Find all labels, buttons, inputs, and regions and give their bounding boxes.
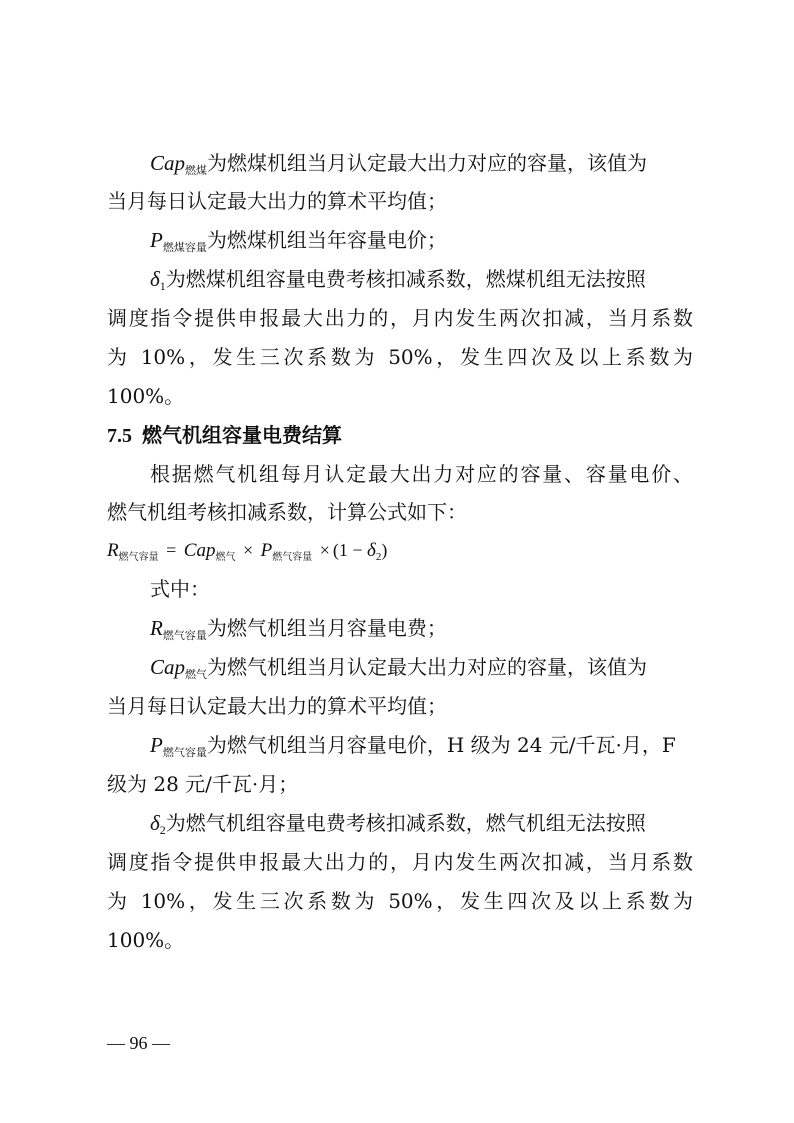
text-line: 调度指令提供申报最大出力的，月内发生两次扣减，当月系数 <box>107 306 693 330</box>
subscript-2: 2 <box>375 551 382 563</box>
text-line: 级为 28 元/千瓦·月； <box>107 772 299 796</box>
var-p: P <box>150 733 163 757</box>
paragraph-p-gas <box>150 732 693 766</box>
formula-close: ) <box>381 540 388 560</box>
text-line: 当月每日认定最大出力的算术平均值； <box>107 189 447 213</box>
equals-sign: = <box>166 540 177 560</box>
text-line: 燃气机组考核扣减系数，计算公式如下： <box>107 500 467 524</box>
text-line: 为燃气机组当月容量电价，H 级为 24 元/千瓦·月，F <box>206 733 676 757</box>
text-line: 为燃煤机组当月认定最大出力对应的容量，该值为 <box>207 151 648 175</box>
subscript-gas: 燃气 <box>185 668 208 681</box>
text-line: 根据燃气机组每月认定最大出力对应的容量、容量电价、 <box>150 462 693 486</box>
subscript-1: 1 <box>159 279 166 293</box>
text-line: 为燃气机组当月容量电费； <box>206 616 447 640</box>
times-sign: × <box>319 540 330 560</box>
text-line: 调度指令提供申报最大出力的，月内发生两次扣减，当月系数 <box>107 850 693 874</box>
text-line: 为 10%，发生三次系数为 50%，发生四次及以上系数为 <box>107 889 693 913</box>
subscript-gas-capacity: 燃气容量 <box>162 746 207 759</box>
subscript-gas-capacity: 燃气容量 <box>272 552 313 563</box>
subscript-gas-capacity: 燃气容量 <box>162 629 207 642</box>
var-r: R <box>107 540 119 561</box>
var-p: P <box>260 540 273 561</box>
section-title: 燃气机组容量电费结算 <box>142 423 342 447</box>
formula <box>107 537 387 571</box>
paragraph-delta2 <box>150 810 693 843</box>
paragraph-cap-coal <box>150 150 693 184</box>
text-line: 100%。 <box>107 928 185 952</box>
paragraph-cap-gas <box>150 654 693 688</box>
paragraph-delta1 <box>150 266 693 299</box>
times-sign: × <box>242 540 254 560</box>
paragraph-p-coal <box>150 227 693 261</box>
text-line: 为燃煤机组容量电费考核扣减系数，燃煤机组无法按照 <box>165 267 646 291</box>
var-cap: Cap <box>150 151 186 175</box>
var-delta: δ <box>367 540 376 561</box>
section-number: 7.5 <box>107 425 132 447</box>
var-delta: δ <box>150 267 160 291</box>
var-cap: Cap <box>150 655 186 679</box>
subscript-coal-capacity: 燃煤容量 <box>162 241 207 254</box>
text-line: 当月每日认定最大出力的算术平均值； <box>107 694 447 718</box>
var-cap: Cap <box>183 540 216 561</box>
section-heading <box>107 422 693 449</box>
var-p: P <box>150 228 163 252</box>
page-number: — 96 — <box>107 1033 170 1053</box>
text-line: 为燃气机组当月认定最大出力对应的容量，该值为 <box>207 655 648 679</box>
subscript-coal: 燃煤 <box>185 164 208 177</box>
text-line: 为 10%，发生三次系数为 50%，发生四次及以上系数为 <box>107 345 693 369</box>
subscript-gas: 燃气 <box>215 552 236 563</box>
subscript-2: 2 <box>159 823 166 837</box>
subscript-gas-capacity: 燃气容量 <box>118 552 159 563</box>
text-line: 为燃煤机组当年容量电价； <box>206 228 447 252</box>
text-line: 为燃气机组容量电费考核扣减系数，燃气机组无法按照 <box>165 811 646 835</box>
paragraph-r-gas <box>150 615 693 649</box>
formula-open: (1 − <box>332 540 363 560</box>
text-line: 式中： <box>150 577 210 601</box>
text-line: 100%。 <box>107 384 185 408</box>
var-delta: δ <box>150 811 160 835</box>
var-r: R <box>150 616 163 640</box>
